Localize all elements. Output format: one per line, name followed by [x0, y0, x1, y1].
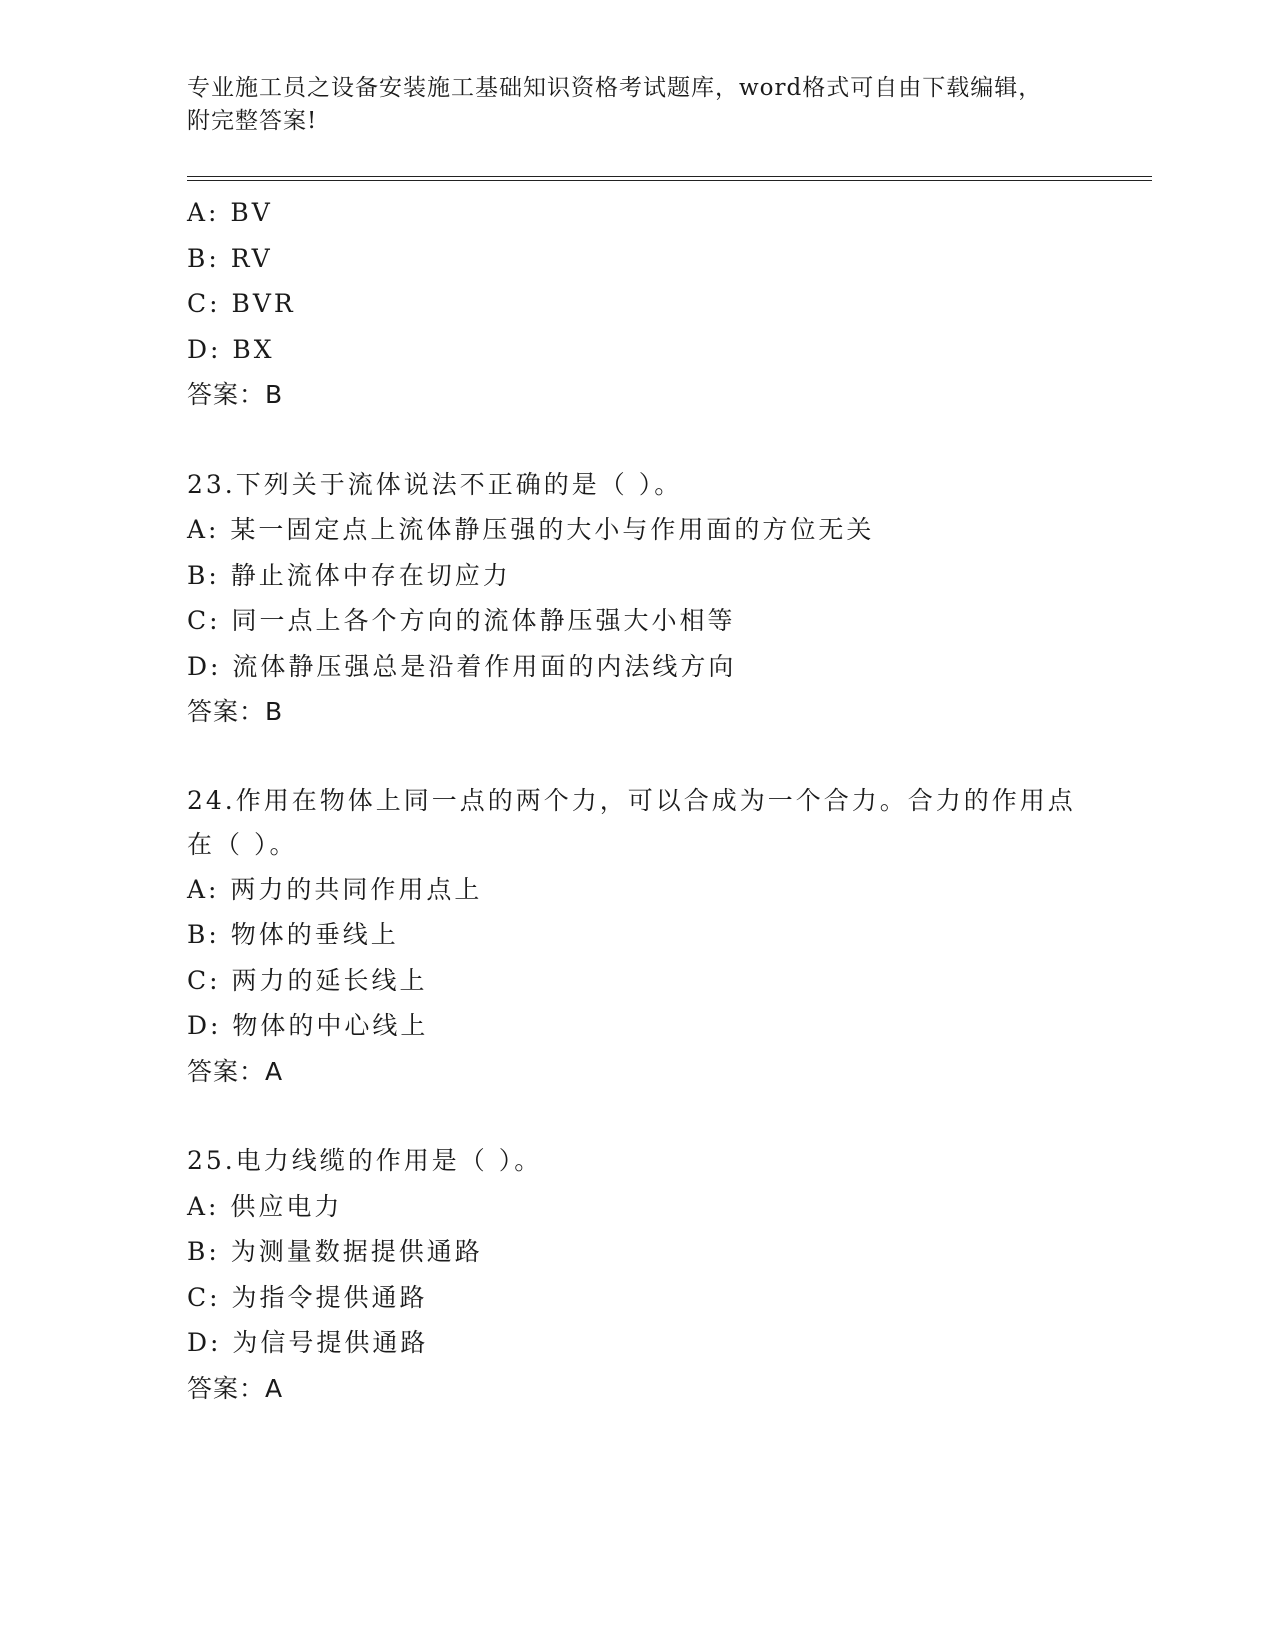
question-25	[187, 1138, 1087, 1411]
question-23	[187, 462, 1087, 735]
question-text: 25.电力线缆的作用是（ ）。	[187, 1146, 543, 1175]
answer: 答案：A	[187, 1373, 284, 1403]
option-c: C: 两力的延长线上	[187, 965, 428, 995]
question-list	[187, 190, 1087, 1411]
option-d: D: BX	[187, 334, 275, 364]
option-a: A: 供应电力	[187, 1191, 343, 1221]
option-a: A: 两力的共同作用点上	[187, 874, 483, 904]
option-d: D: 流体静压强总是沿着作用面的内法线方向	[187, 651, 737, 681]
option-a: A: BV	[187, 198, 273, 227]
header-line-1: 专业施工员之设备安装施工基础知识资格考试题库，word格式可自由下载编辑，	[187, 75, 1043, 101]
header-divider	[187, 176, 1152, 181]
option-b: B: 为测量数据提供通路	[187, 1237, 483, 1266]
document-header	[187, 72, 1067, 138]
header-line-2: 附完整答案!	[187, 108, 318, 134]
option-b: B: 物体的垂线上	[187, 920, 399, 949]
answer: 答案：B	[187, 380, 284, 409]
answer: 答案：B	[187, 697, 284, 726]
option-b: B: 静止流体中存在切应力	[187, 560, 511, 590]
option-d: D: 物体的中心线上	[187, 1011, 429, 1040]
question-22	[187, 190, 1087, 418]
question-24	[187, 779, 1087, 1095]
question-text: 24.作用在物体上同一点的两个力，可以合成为一个合力。合力的作用点在（ ）。	[187, 785, 1076, 859]
question-text: 23.下列关于流体说法不正确的是（ ）。	[187, 469, 683, 499]
option-d: D: 为信号提供通路	[187, 1328, 429, 1357]
option-c: C: 同一点上各个方向的流体静压强大小相等	[187, 606, 736, 635]
option-a: A: 某一固定点上流体静压强的大小与作用面的方位无关	[187, 515, 875, 544]
option-b: B: RV	[187, 243, 273, 273]
answer: 答案：A	[187, 1056, 284, 1086]
option-c: C: 为指令提供通路	[187, 1282, 428, 1312]
option-c: C: BVR	[187, 289, 296, 318]
